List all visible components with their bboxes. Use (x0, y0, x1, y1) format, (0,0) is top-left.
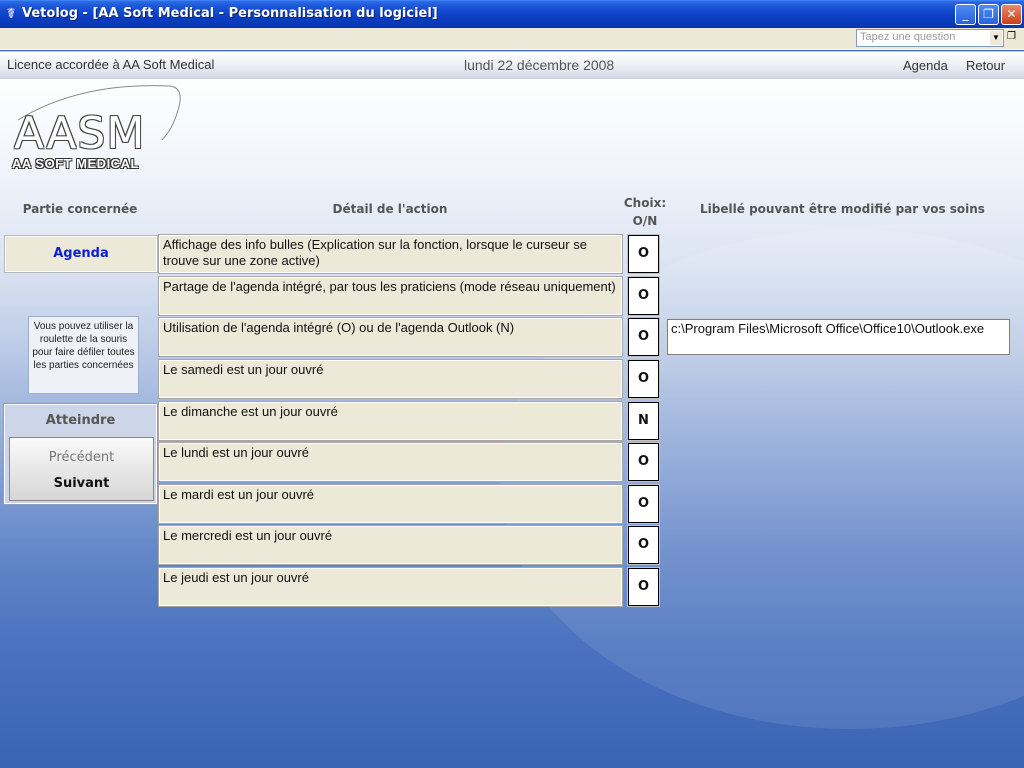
option-choice-field[interactable]: O (628, 318, 659, 356)
column-header-detail: Détail de l'action (332, 202, 448, 216)
option-row (159, 402, 659, 442)
part-agenda-button[interactable]: Agenda (5, 236, 157, 272)
title-bar (0, 0, 1024, 28)
column-header-choice (620, 196, 670, 228)
option-choice-field[interactable]: O (628, 485, 659, 523)
caduceus-icon[interactable]: ☤ (6, 6, 16, 22)
option-detail: Le jeudi est un jour ouvré (159, 568, 622, 606)
next-button[interactable]: Suivant (53, 476, 110, 491)
previous-button[interactable]: Précédent (48, 450, 115, 465)
goto-panel (4, 404, 157, 504)
option-row (159, 277, 659, 317)
option-row (159, 360, 659, 400)
restore-icon: ❐ (983, 7, 994, 21)
aasm-logo (10, 80, 185, 175)
nav-agenda-link[interactable]: Agenda (903, 58, 948, 73)
option-choice-field[interactable]: O (628, 526, 659, 564)
logo-mark: AASM (14, 108, 146, 159)
column-header-libelle: Libellé pouvant être modifié par vos soins (700, 202, 985, 216)
option-row (159, 485, 659, 525)
license-label: Licence accordée à AA Soft Medical (7, 57, 215, 72)
maximize-button[interactable] (978, 4, 999, 25)
option-detail: Le dimanche est un jour ouvré (159, 402, 622, 440)
option-detail: Partage de l'agenda intégré, par tous les praticiens (mode réseau uniquement) (159, 277, 622, 315)
option-detail: Le mercredi est un jour ouvré (159, 526, 622, 564)
close-icon: ✕ (1006, 7, 1017, 21)
ask-question-box[interactable] (856, 29, 1004, 47)
option-row (159, 235, 659, 275)
option-choice-field[interactable]: O (628, 360, 659, 398)
header-strip (0, 51, 1024, 79)
option-detail: Utilisation de l'agenda intégré (O) ou de l'agenda Outlook (N) (159, 318, 622, 356)
minimize-icon: _ (962, 7, 969, 21)
option-choice-field[interactable]: O (628, 568, 659, 606)
option-row (159, 318, 659, 358)
menu-bar (0, 28, 1024, 50)
option-choice-field[interactable]: O (628, 277, 659, 315)
option-row (159, 526, 659, 566)
column-header-choice-line1: Choix: (623, 196, 667, 210)
option-choice-field[interactable]: N (628, 402, 659, 440)
minimize-button[interactable] (955, 4, 976, 25)
option-choice-field[interactable]: O (628, 235, 659, 273)
scroll-hint: Vous pouvez utiliser la roulette de la souris pour faire défiler toutes les parties concernées (28, 316, 139, 394)
close-button[interactable] (1001, 4, 1022, 25)
column-header-part: Partie concernée (22, 202, 138, 216)
option-row (159, 568, 659, 608)
option-detail: Affichage des info bulles (Explication sur la fonction, lorsque le curseur se trouve sur une zone active) (159, 235, 622, 273)
goto-title: Atteindre (45, 413, 116, 428)
logo-subtitle: AA SOFT MEDICAL (12, 156, 139, 171)
option-detail: Le samedi est un jour ouvré (159, 360, 622, 398)
nav-retour-link[interactable]: Retour (966, 58, 1006, 73)
document-restore-icon[interactable]: ❐ (1007, 31, 1016, 42)
current-date: lundi 22 décembre 2008 (464, 57, 615, 73)
option-detail: Le lundi est un jour ouvré (159, 443, 622, 481)
ask-question-input[interactable]: Tapez une question (860, 31, 956, 43)
window-title: Vetolog - [AA Soft Medical - Personnalisation du logiciel] (22, 6, 438, 21)
chevron-down-icon[interactable]: ▼ (990, 31, 1002, 45)
libelle-input[interactable]: c:\Program Files\Microsoft Office\Office10\Outlook.exe (667, 319, 1010, 355)
option-choice-field[interactable]: O (628, 443, 659, 481)
option-detail: Le mardi est un jour ouvré (159, 485, 622, 523)
goto-buttons (9, 437, 154, 501)
option-row (159, 443, 659, 483)
column-header-choice-line2: O/N (632, 214, 658, 228)
